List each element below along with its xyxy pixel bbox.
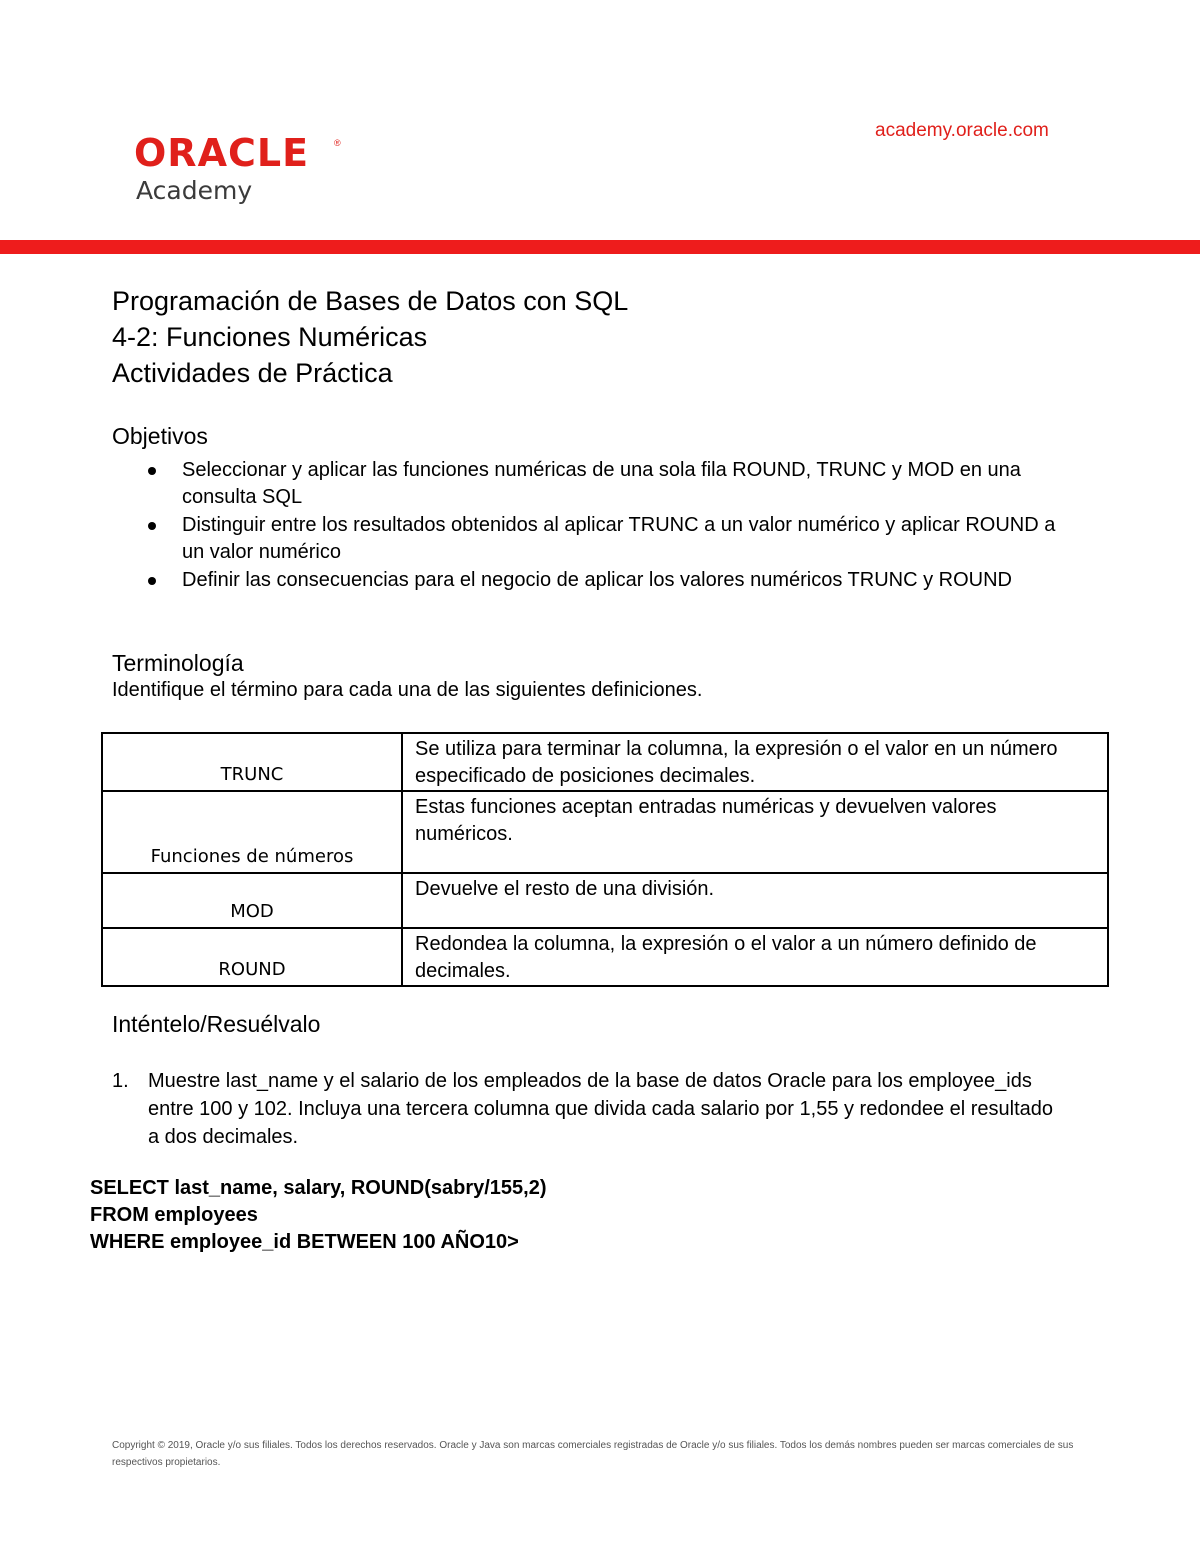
objective-item (112, 457, 1072, 511)
bullet-icon (148, 467, 156, 475)
document-titles (112, 283, 628, 391)
terminology-table (101, 732, 1109, 987)
copyright-notice: Copyright © 2019, Oracle y/o sus filiales. Todos los derechos reservados. Oracle y Java son marcas comerciales registradas de Oracle y/o sus filiales. Todos los demás nombres pueden ser marcas comerciales de sus respectivos propietarios. (112, 1440, 1074, 1468)
logo-registered-mark: ® (334, 138, 341, 148)
site-link[interactable]: academy.oracle.com (875, 120, 1049, 141)
activity-title: Actividades de Práctica (112, 358, 393, 388)
task-text: Muestre last_name y el salario de los empleados de la base de datos Oracle para los employee_ids entre 100 y 102. Incluya una tercera columna que divida cada salario por 1,55 y redondee el resultado a dos decimales. (148, 1070, 1054, 1148)
oracle-academy-logo (134, 131, 344, 210)
terminology-intro: Identifique el término para cada una de las siguientes definiciones. (112, 679, 703, 701)
logo-wordmark: ORACLE (134, 131, 310, 175)
lesson-title: 4-2: Funciones Numéricas (112, 322, 428, 352)
terminology-heading: Terminología (112, 650, 244, 676)
task-item (112, 1067, 1062, 1151)
objective-text: Distinguir entre los resultados obtenidos al aplicar TRUNC a un valor numérico y aplicar ROUND a un valor numérico (182, 514, 1056, 563)
try-it-heading: Inténtelo/Resuélvalo (112, 1011, 321, 1037)
objective-text: Definir las consecuencias para el negocio de aplicar los valores numéricos TRUNC y ROUND (182, 569, 1012, 591)
task-number: 1. (112, 1070, 129, 1092)
term-cell: Funciones de números (102, 791, 402, 873)
objectives-heading: Objetivos (112, 423, 208, 449)
definition-cell: Estas funciones aceptan entradas numéricas y devuelven valores numéricos. (402, 791, 1108, 873)
header-divider-bar (0, 240, 1200, 254)
table-row (102, 733, 1108, 791)
sql-answer (90, 1175, 546, 1256)
term-cell: ROUND (102, 928, 402, 986)
definition-cell: Devuelve el resto de una división. (402, 873, 1108, 928)
table-row (102, 928, 1108, 986)
course-title: Programación de Bases de Datos con SQL (112, 286, 629, 316)
objectives-list (112, 457, 1072, 595)
definition-cell: Redondea la columna, la expresión o el valor a un número definido de decimales. (402, 928, 1108, 986)
definition-cell: Se utiliza para terminar la columna, la expresión o el valor en un número especificado de posiciones decimales. (402, 733, 1108, 791)
objective-item (112, 567, 1072, 594)
bullet-icon (148, 577, 156, 585)
sql-line: FROM employees (90, 1204, 258, 1226)
table-row (102, 791, 1108, 873)
term-cell: MOD (102, 873, 402, 928)
logo-subtitle: Academy (136, 176, 253, 205)
table-row (102, 873, 1108, 928)
bullet-icon (148, 522, 156, 530)
sql-line: WHERE employee_id BETWEEN 100 AÑO10> (90, 1231, 519, 1253)
term-cell: TRUNC (102, 733, 402, 791)
objective-item (112, 512, 1072, 566)
objective-text: Seleccionar y aplicar las funciones numéricas de una sola fila ROUND, TRUNC y MOD en una consulta SQL (182, 459, 1021, 508)
sql-line: SELECT last_name, salary, ROUND(sabry/155,2) (90, 1177, 547, 1199)
